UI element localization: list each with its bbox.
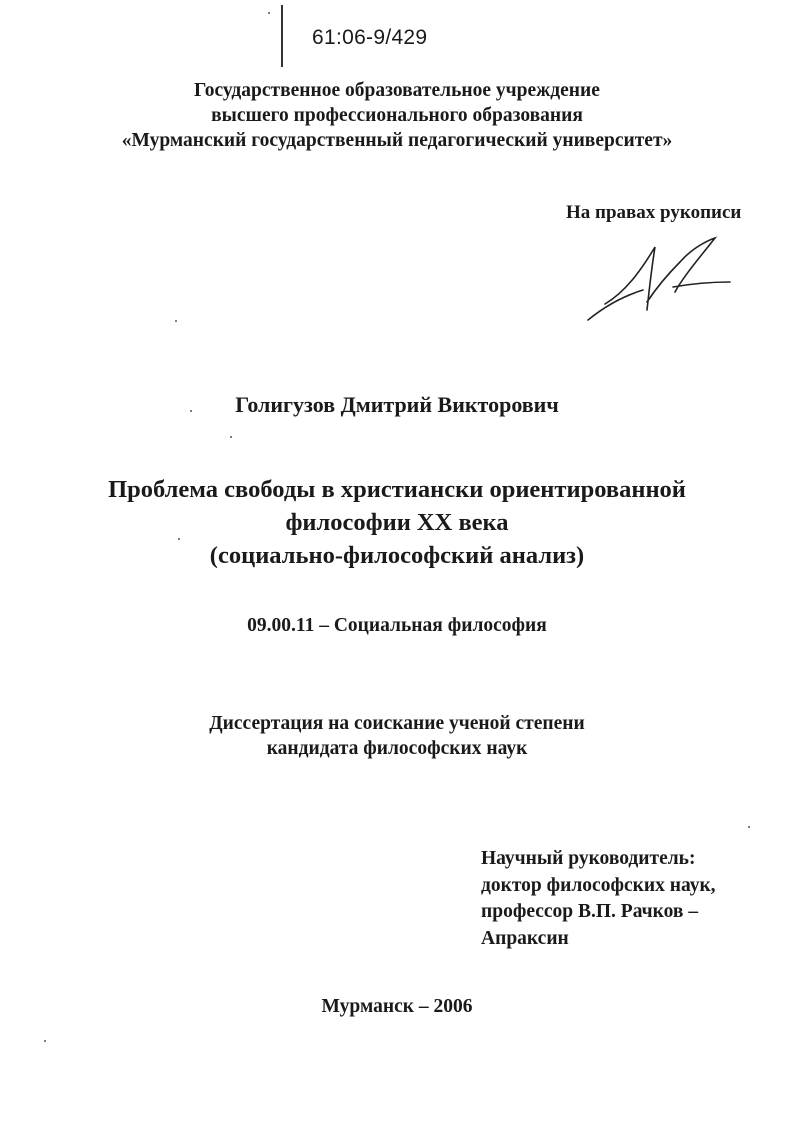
supervisor-block: [481, 846, 781, 952]
scan-speck: [230, 436, 232, 438]
institution-line-2: высшего профессионального образования: [211, 105, 583, 126]
scan-speck: [175, 320, 177, 322]
catalog-code: 61:06-9/429: [312, 26, 428, 49]
scan-speck: [268, 12, 270, 14]
scan-speck: [190, 410, 192, 412]
degree-line-1: Диссертация на соискание ученой степени: [209, 713, 585, 734]
degree-line-2: кандидата философских наук: [266, 738, 528, 759]
handwritten-signature: [585, 232, 735, 327]
city-year: Мурманск – 2006: [321, 996, 473, 1017]
scan-speck: [748, 826, 750, 828]
supervisor-label: Научный руководитель:: [481, 848, 696, 869]
institution-line-3: «Мурманский государственный педагогический университет»: [121, 130, 673, 151]
title-line-2: философии XX века: [285, 509, 509, 536]
specialty-code: 09.00.11 – Социальная философия: [247, 615, 547, 636]
institution-line-1: Государственное образовательное учреждение: [194, 80, 600, 101]
degree-statement: [0, 711, 794, 761]
supervisor-line-3: Апраксин: [481, 927, 569, 949]
scan-speck: [178, 538, 180, 540]
margin-rule: [281, 5, 283, 67]
institution-block: [0, 78, 794, 153]
title-line-3: (социально-философский анализ): [209, 542, 585, 569]
rights-notice: На правах рукописи: [566, 202, 742, 223]
supervisor-line-2: профессор В.П. Рачков –: [481, 901, 699, 922]
supervisor-line-1: доктор философских наук,: [481, 874, 716, 896]
scan-speck: [44, 1040, 46, 1042]
author-name: Голигузов Дмитрий Викторович: [235, 392, 559, 417]
dissertation-title: [0, 473, 794, 572]
title-line-1: Проблема свободы в христиански ориентированной: [108, 476, 686, 503]
